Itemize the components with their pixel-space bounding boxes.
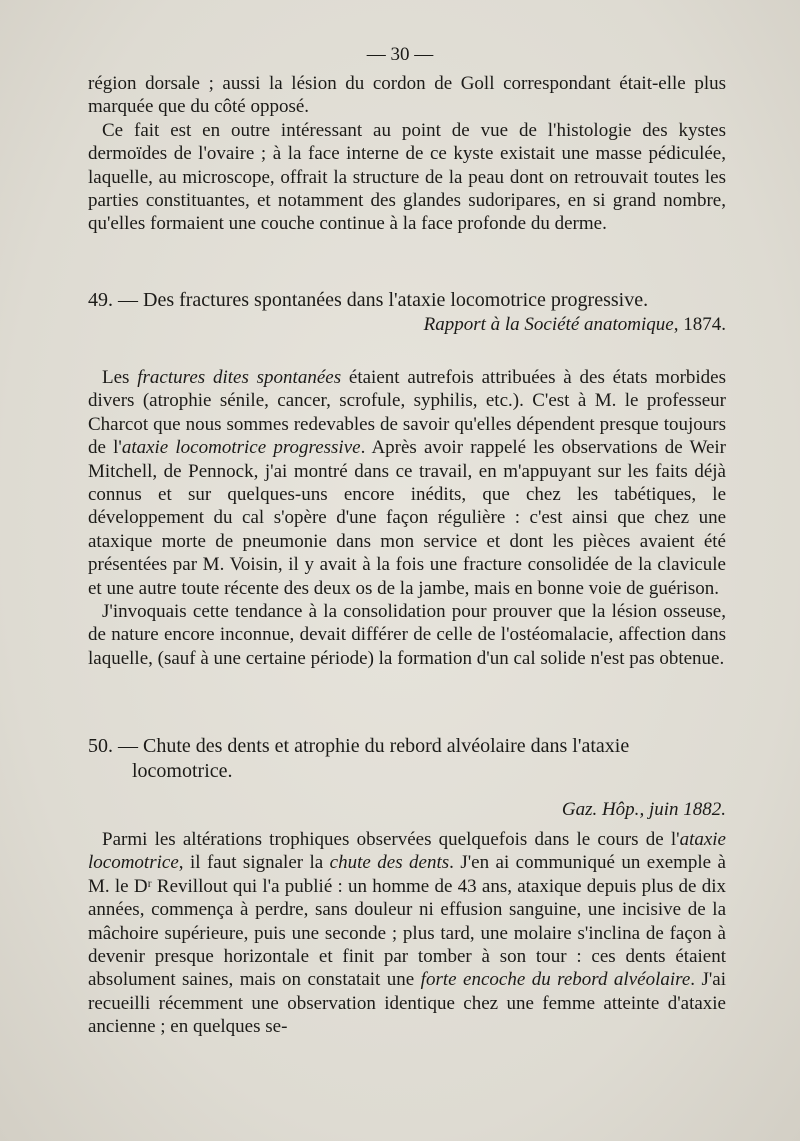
italic-term: fractures dites spontanées — [137, 367, 342, 388]
text: Les — [102, 367, 138, 388]
paragraph — [88, 366, 726, 600]
text: . J'ai recueilli récemment une observation identique chez une femme atteinte d'ataxie ancienne ; en quelques se- — [88, 969, 727, 1038]
page-number: — 30 — — [366, 44, 434, 65]
text: , il faut signaler la — [178, 852, 330, 874]
italic-term: chute des dents — [329, 852, 450, 874]
text: . Après avoir rappelé les observations de Weir Mitchell, de Pennock, j'ai montré dans ce travail, en m'appuyant sur les faits déjà connus et sur quelques-uns encore inédits, que chez les tabétiques, le développement du cal s'opère d'une façon régulière : c'est ainsi que chez une ataxique morte de pneumonie dans mon service et dont les pièces avaient été présentées par M. Voisin, il y avait à la fois une fracture consolidée de la clavicule et une autre toute récente des deux os de la jambe, mais en bonne voie de guérison. — [88, 437, 726, 599]
reference-title: Rapport à la Société anatomique — [423, 314, 674, 335]
italic-term: ataxie locomotrice — [88, 829, 726, 874]
section-49 — [88, 288, 726, 337]
section-reference — [88, 313, 726, 337]
text: , — [639, 799, 649, 820]
carryover-section — [88, 72, 726, 236]
section-50-body — [88, 828, 726, 1039]
text: étaient autrefois attribuées à des états morbides divers (atrophie sénile, cancer, scrofule, syphilis, etc.). C'est à M. le professeur Charcot que nous sommes redevables de savoir qu'elles dépendent presque toujours de l' — [88, 367, 727, 459]
reference-journal: Gaz. Hôp. — [561, 799, 640, 820]
reference-year: 1882. — [678, 799, 726, 820]
paragraph: région dorsale ; aussi la lésion du cordon de Goll correspondant était-elle plus marquée que du côté opposé. — [88, 73, 726, 118]
reference-year: , 1874. — [673, 314, 726, 335]
section-heading: 50. — Chute des dents et atrophie du rebord alvéolaire dans l'ataxie locomotrice. — [88, 735, 630, 782]
section-49-body — [88, 366, 726, 670]
italic-term: ataxie locomotrice progressive — [121, 437, 361, 459]
section-heading: 49. — Des fractures spontanées dans l'ataxie locomotrice progressive. — [88, 289, 649, 311]
section-reference — [88, 798, 726, 822]
italic-term: forte encoche du rebord alvéolaire — [420, 969, 691, 991]
text: Parmi les altérations trophiques observées quelquefois dans le cours de l' — [102, 829, 680, 850]
paragraph: J'invoquais cette tendance à la consolidation pour prouver que la lésion osseuse, de nature encore inconnue, devait différer de celle de l'ostéomalacie, affection dans laquelle, (sauf à une certaine période) la formation d'un cal solide n'est pas obtenue. — [88, 601, 726, 669]
section-50 — [88, 734, 726, 822]
paragraph: Ce fait est en outre intéressant au point de vue de l'histologie des kystes dermoïdes de l'ovaire ; à la face interne de ce kyste existait une masse pédiculée, laquelle, au microscope, offrait la structure de la peau dont on retrouvait toutes les parties constituantes, et notamment des glandes sudoripares, en si grand nombre, qu'elles formaient une couche continue à la face profonde du derme. — [88, 119, 726, 235]
paragraph — [88, 828, 726, 1039]
text: . J'en ai communiqué un exemple à M. le Dʳ Revillout qui l'a publié : un homme de 43 ans, ataxique depuis plus de dix années, commença à perdre, sans douleur ni effusion sanguine, une incisive de la mâchoire supérieure, puis une seconde ; plus tard, une molaire s'inclina de façon à devenir presque horizontale et finit par tomber à son tour : ces dents étaient absolument saines, mais on constatait une — [88, 852, 726, 991]
reference-month: juin — [648, 799, 679, 820]
